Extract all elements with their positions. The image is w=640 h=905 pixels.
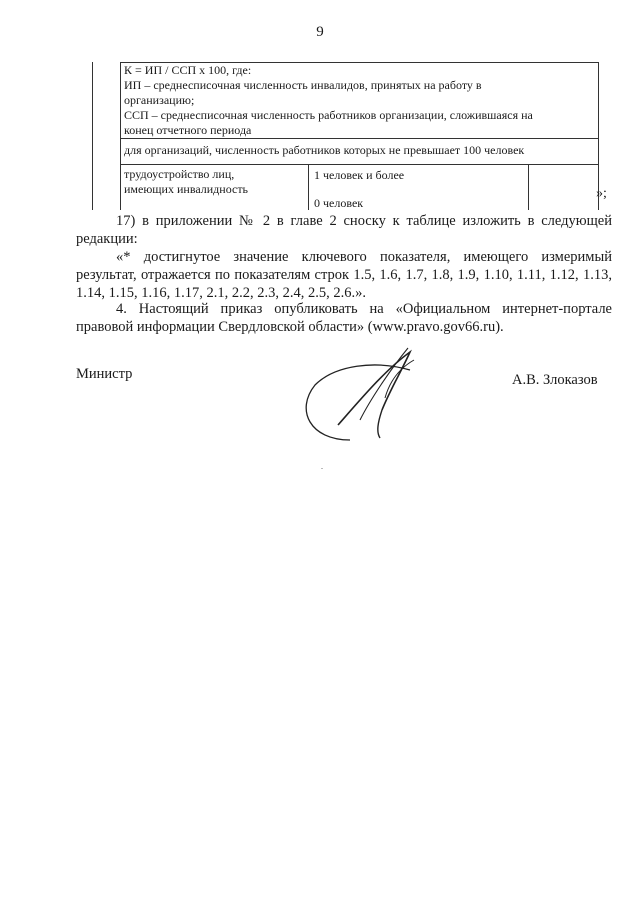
table-border-inner-left: [120, 62, 121, 210]
value-top-cell: 1 человек и более: [314, 168, 405, 182]
formula-line: конец отчетного периода: [124, 123, 252, 137]
table-row-divider-1: [120, 138, 599, 139]
formula-line: ИП – среднесписочная численность инвалидов, принятых на работу в: [124, 78, 482, 92]
indicator-cell: [124, 167, 304, 197]
indicator-line: трудоустройство лиц,: [124, 167, 235, 181]
paragraph-footnote: [76, 248, 612, 302]
scan-speck: [321, 468, 323, 469]
signatory-name: А.В. Злоказов: [512, 372, 598, 388]
signatory-role: Министр: [76, 366, 133, 382]
formula-line: ССП – среднесписочная численность работников организации, сложившаяся на: [124, 108, 533, 122]
handwritten-signature: [290, 340, 430, 450]
paragraph-text: 17) в приложении № 2 в главе 2 сноску к таблице изложить в следующей редакции:: [76, 213, 612, 247]
formula-line: организацию;: [124, 93, 195, 107]
value-bottom-cell: 0 человек: [314, 196, 364, 210]
closing-quote: »;: [596, 186, 607, 201]
small-orgs-cell: для организаций, численность работников которых не превышает 100 человек: [124, 143, 525, 157]
table-divider-indicator: [308, 164, 309, 210]
paragraph-text: «* достигнутое значение ключевого показателя, имеющего измеримый результат, отражается по показателям строк 1.5, 1.6, 1.7, 1.8, 1.9, 1.10, 1.11, 1.12, 1.13, 1.14, 1.15, 1.16, 1.17, 2.1, 2.2, 2.3, 2.4, 2.5, 2.6.».: [76, 249, 612, 301]
table-divider-value: [528, 164, 529, 210]
formula-line: К = ИП / ССП х 100, где:: [124, 63, 252, 77]
paragraph-text: 4. Настоящий приказ опубликовать на «Официальном интернет-портале правовой информации Свердловской области» (www.pravo.gov66.ru).: [76, 301, 612, 335]
paragraph-item-4: [76, 300, 612, 336]
paragraph-item-17: [76, 212, 612, 248]
formula-cell: [124, 63, 594, 138]
indicator-line: имеющих инвалидность: [124, 182, 249, 196]
page-number: 9: [316, 24, 324, 40]
table-border-left: [92, 62, 93, 210]
table-row-divider-2: [120, 164, 599, 165]
